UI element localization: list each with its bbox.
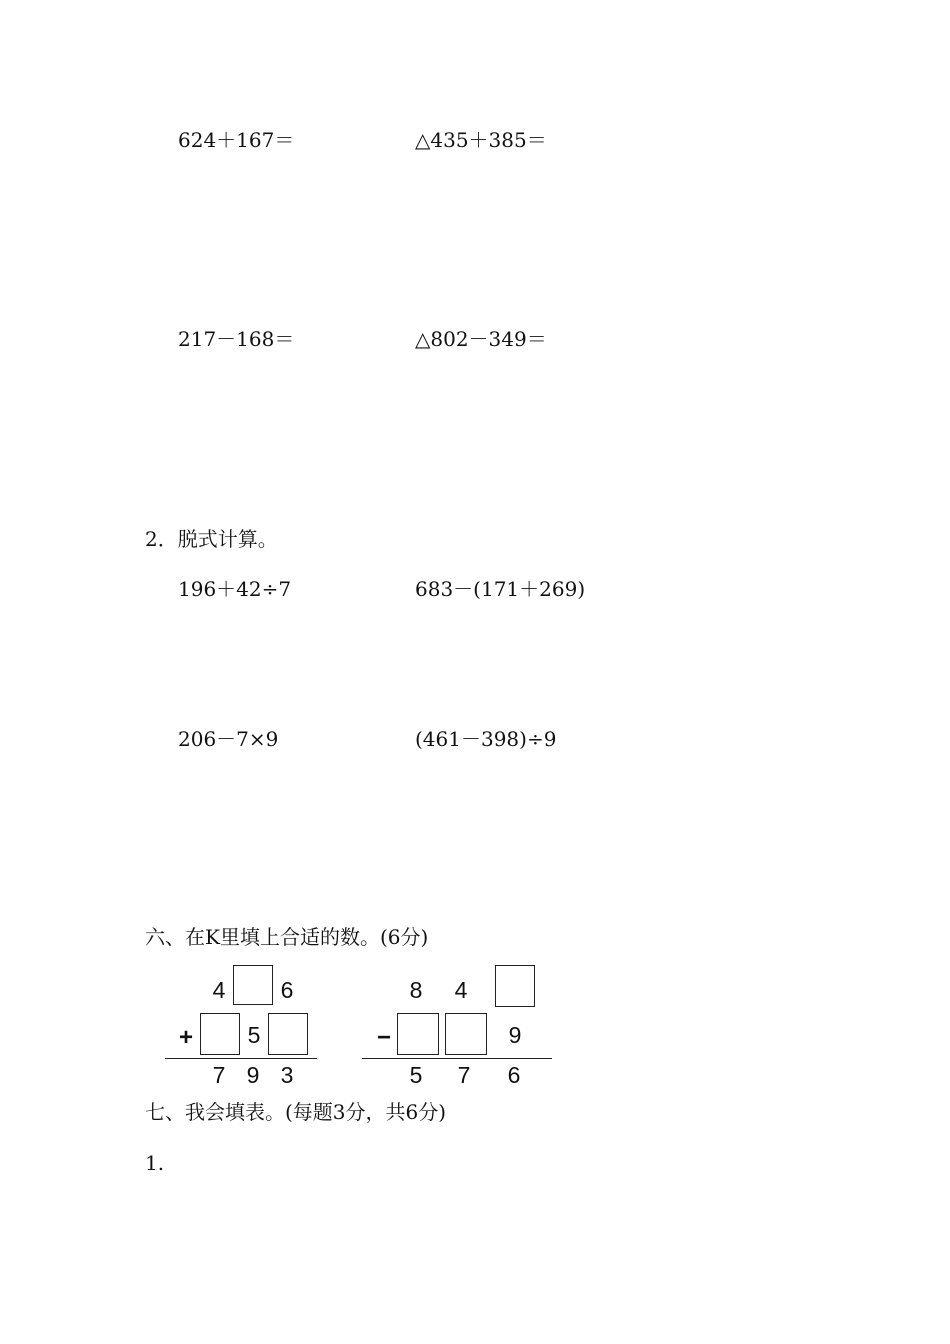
section7-title: 七、我会填表。(每题3分，共6分) bbox=[145, 1100, 447, 1124]
subtraction-result-tens: 7 bbox=[457, 1062, 471, 1088]
addition-result-tens: 9 bbox=[246, 1062, 260, 1088]
subtraction-middle-digit-ones: 9 bbox=[508, 1022, 522, 1048]
problem-683-minus-sum: 683－(171＋269) bbox=[415, 577, 586, 601]
problem-435-plus-385: △435＋385＝ bbox=[415, 128, 547, 152]
problem-802-minus-349: △802－349＝ bbox=[415, 327, 547, 351]
addition-top-digit-ones: 6 bbox=[280, 977, 294, 1003]
subtraction-result-hundreds: 5 bbox=[409, 1062, 423, 1088]
section7-item-1: 1. bbox=[145, 1151, 165, 1175]
subtraction-top-digit-hundreds: 8 bbox=[409, 977, 423, 1003]
section6-title: 六、在K里填上合适的数。(6分) bbox=[145, 925, 429, 949]
subtraction-difference-line bbox=[362, 1058, 552, 1059]
stepwise-title: 2．脱式计算。 bbox=[145, 527, 278, 551]
subtraction-middle-hundreds-box[interactable] bbox=[397, 1013, 439, 1055]
plus-sign: + bbox=[178, 1024, 193, 1051]
problem-217-minus-168: 217－168＝ bbox=[178, 327, 295, 351]
addition-middle-ones-box[interactable] bbox=[268, 1013, 308, 1055]
addition-top-tens-box[interactable] bbox=[233, 965, 273, 1005]
subtraction-middle-tens-box[interactable] bbox=[445, 1013, 487, 1055]
addition-sum-line bbox=[165, 1058, 317, 1059]
problem-206-minus-7x9: 206－7×9 bbox=[178, 727, 279, 751]
addition-top-digit-hundreds: 4 bbox=[212, 977, 226, 1003]
addition-result-ones: 3 bbox=[280, 1062, 294, 1088]
problem-624-plus-167: 624＋167＝ bbox=[178, 128, 295, 152]
subtraction-result-ones: 6 bbox=[507, 1062, 521, 1088]
subtraction-top-digit-tens: 4 bbox=[454, 977, 468, 1003]
addition-result-hundreds: 7 bbox=[212, 1062, 226, 1088]
addition-middle-hundreds-box[interactable] bbox=[200, 1013, 240, 1055]
addition-middle-digit-tens: 5 bbox=[247, 1022, 261, 1048]
problem-196-plus-42-div-7: 196＋42÷7 bbox=[178, 577, 292, 601]
problem-461-minus-398-div-9: (461－398)÷9 bbox=[415, 727, 557, 751]
subtraction-top-ones-box[interactable] bbox=[495, 965, 535, 1007]
minus-sign: − bbox=[376, 1024, 391, 1051]
